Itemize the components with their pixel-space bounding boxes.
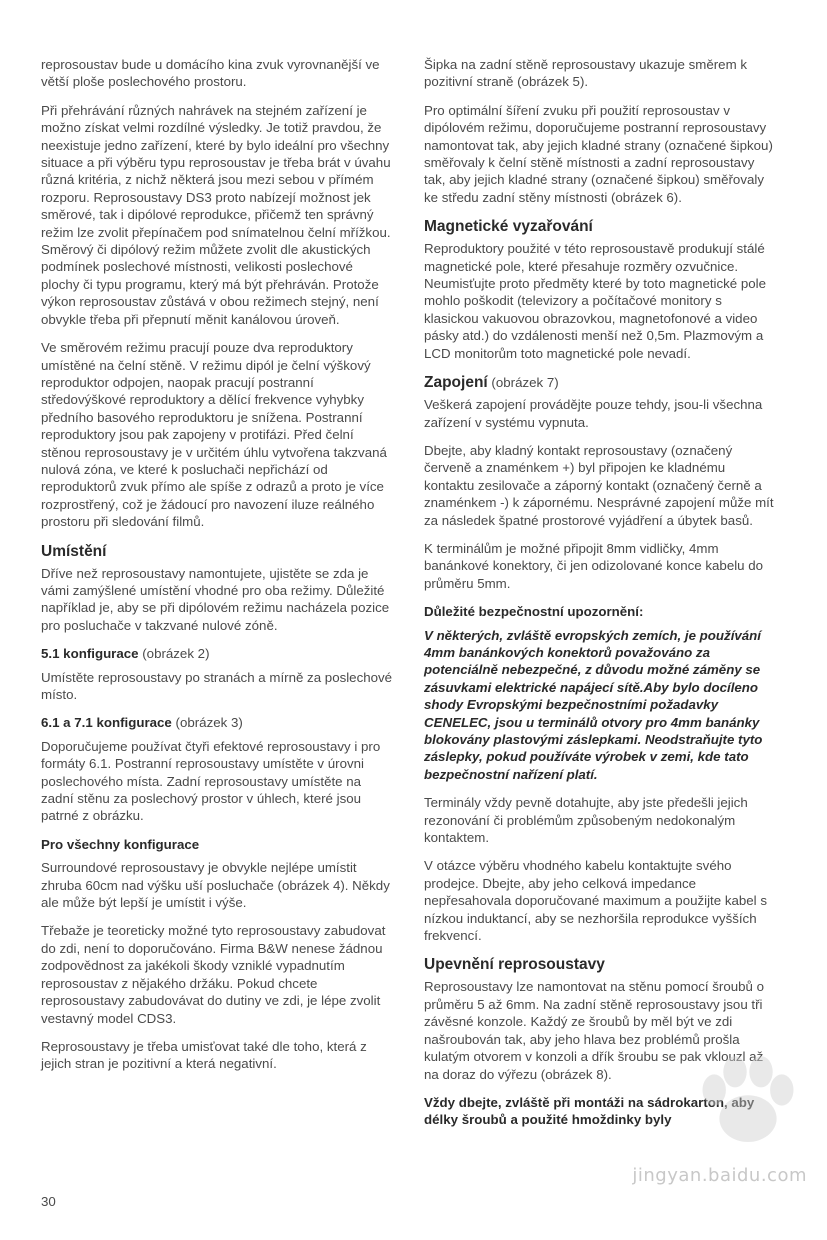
heading-umisteni: Umístění xyxy=(41,542,107,560)
paragraph: Reprosoustavy je třeba umisťovat také dle toho, která z jejich stran je pozitivní a která negativní. xyxy=(41,1038,367,1072)
paragraph: Veškerá zapojení provádějte pouze tehdy, jsou-li všechna zařízení v systému vypnuta. xyxy=(424,397,763,430)
watermark-text: jingyan.baidu.com xyxy=(632,1165,807,1186)
paragraph-bold: Vždy dbejte, zvláště při montáži na sádrokarton, aby délky šroubů a použité hmoždinky byly xyxy=(424,1094,755,1128)
heading-61-config xyxy=(41,714,393,731)
right-column xyxy=(424,56,776,1140)
paragraph: Reprosoustavy lze namontovat na stěnu pomocí šroubů o průměru 5 až 6mm. Na zadní stěně reprosoustavy jsou tři závěsné konzole. Každý ze šroubů by měl být ve zdi našroubován tak, aby jeho hlava bez problémů prošla kulatým otvorem v konzoli a dřík šroubu se pak vklouzl až na doraz do výřezu (obrázek 8). xyxy=(424,979,765,1082)
paragraph: Třebaže je teoreticky možné tyto reprosoustavy zabudovat do zdi, není to doporučováno. Firma B&W nenese žádnou zodpovědnost za jakékoli škody vzniklé vypadnutím reprosoustav z nějakého držáku. Pokud chcete reprosoustavy zabudovávat do dutiny ve zdi, je lépe zvolit vestavný model CDS3. xyxy=(41,923,386,1026)
page-number: 30 xyxy=(41,1194,56,1209)
heading-zapojeni-label: Zapojení xyxy=(424,374,488,392)
heading-51-label: 5.1 konfigurace xyxy=(41,646,139,662)
figure-ref: (obrázek 3) xyxy=(171,715,243,731)
heading-magnetic: Magnetické vyzařování xyxy=(424,218,593,236)
paragraph: Doporučujeme používat čtyři efektové reprosoustavy i pro formáty 6.1. Postranní reprosoustavy umístěte v úrovni poslechového místa. Zadní reprosoustavy umístěte na zadní stěnu za poslechový prostor v úhlech, které jsou patrné z obrázku. xyxy=(41,738,381,824)
left-column xyxy=(41,56,393,1084)
paragraph: Reproduktory použité v této reprosoustavě produkují stálé magnetické pole, které přesahuje rozměry ozvučnice. Neumisťujte proto předměty které by toto magnetické pole mohlo poškodit (televizory a počítačové monitory s klasickou vakuovou obrazovkou, magnetofonové a video pásky atd.) do vzdálenosti menší než 0,5m. Plazmovým a LCD monitorům toto magnetické pole nevadí. xyxy=(424,241,767,361)
figure-ref: (obrázek 2) xyxy=(138,646,210,662)
heading-all-configs: Pro všechny konfigurace xyxy=(41,836,200,852)
safety-warning-text: V některých, zvláště evropských zemích, je používání 4mm banánkových konektorů považováno za potenciálně nebezpečné, z důvodu možné záměny se zásuvkami elektrické napájecí sítě.Aby bylo docíleno shody Evropskými bezpečnostními požadavky CENELEC, jsou u terminálů otvory pro 4mm banánky blokovány plastovými záslepkami. Neodstraňujte tyto záslepky, pokud používáte výrobek v zemi, kde tato bezpečnostní nařízení platí. xyxy=(424,627,763,782)
paragraph: Terminály vždy pevně dotahujte, aby jste předešli jejich rezonování či problémům způsobeným nedokonalým kontaktem. xyxy=(424,795,748,846)
figure-ref: (obrázek 7) xyxy=(487,375,559,391)
paragraph: Dříve než reprosoustavy namontujete, ujistěte se zda je vámi zamýšlené umístění vhodné pro oba režimy. Důležité například je, aby se při dipólovém režimu nacházela pozice pro posluchače v takzvané nulové zóně. xyxy=(41,565,390,633)
paragraph: reprosoustav bude u domácího kina zvuk vyrovnanější ve větší ploše poslechového prostoru. xyxy=(41,57,380,90)
paragraph: Umístěte reprosoustavy po stranách a mírně za poslechové místo. xyxy=(41,669,393,702)
paw-watermark-icon xyxy=(683,1038,813,1168)
paragraph: Ve směrovém režimu pracují pouze dva reproduktory umístěné na čelní stěně. V režimu dipól je čelní výškový reproduktor odpojen, naopak pracují postranní středovýškové reproduktory a dělící frekvence vyhybky předního basového reproduktoru je snížena. Postranní reproduktory jsou pak zapojeny v protifázi. Před čelní stěnou reprosoustavy je v určitém úhlu vytvořena takzvaná nulová zóna, ve které k posluchači nepřichází od reproduktorů zvuk přímo ale spíše z odrazů a proto je více rozprostřený, což je žádoucí pro navození iluze reálného prostoru při sledování filmů. xyxy=(41,340,387,530)
heading-61-label: 6.1 a 7.1 konfigurace xyxy=(41,715,172,731)
paragraph: K terminálům je možné připojit 8mm vidličky, 4mm banánkové konektory, či jen odizolované konce kabelu do průměru 5mm. xyxy=(424,540,764,591)
heading-51-config xyxy=(41,645,393,662)
paragraph: Pro optimální šíření zvuku při použití reprosoustav v dipólovém režimu, doporučujeme postranní reprosoustavy namontovat tak, aby jejich kladné strany (označené šipkou) směřovaly k čelní stěně místnosti a zadní reprosoustavy tak, aby jejich kladné strany (označené šipkou) směřovaly ke středu zadní stěny místnosti (obrázek 6). xyxy=(424,102,773,205)
heading-zapojeni xyxy=(424,373,776,392)
paragraph: Při přehrávání různých nahrávek na stejném zařízení je možno získat velmi rozdílné výsledky. Je totiž pravdou, že neexistuje jedno zařízení, které by bylo ideální pro všechny situace a při výběru typu reprosoustav je třeba brát v úvahu různá kritéria, z nichž některá jsou mezi sebou v přímém rozporu. Reprosoustavy DS3 proto nabízejí možnost jek směrové, tak i dipólové reprodukce, přičemž ten správný režim lze zvolit přepínačem pod snímatelnou čelní mřížkou. Směrový či dipólový režim můžete zvolit dle akustických podmínek poslechové místnosti, velikosti poslechové plochy či typu programu, který má být přehráván. Protože výkon reprosoustav zůstává v obou režimech stejný, není obvykle třeba při přepnutí měnit kanálovou úroveň. xyxy=(41,102,391,327)
paragraph: V otázce výběru vhodného kabelu kontaktujte svého prodejce. Dbejte, aby jeho celková impedance nepřesahovala doporučované maximum a použijte kabel s nízkou induktancí, aby se nezhoršila reprodukce vyšších frekvencí. xyxy=(424,858,767,944)
paragraph: Šipka na zadní stěně reprosoustavy ukazuje směrem k pozitivní straně (obrázek 5). xyxy=(424,57,747,90)
paragraph: Surroundové reprosoustavy je obvykle nejlépe umístit zhruba 60cm nad výšku uší posluchače (obrázek 4). Někdy ale může být lepší je umístit i výše. xyxy=(41,860,390,911)
heading-safety-warning: Důležité bezpečnostní upozornění: xyxy=(424,604,644,620)
paragraph: Dbejte, aby kladný kontakt reprosoustavy (označený červeně a znaménkem +) byl připojen ke kladnému kontaktu zesilovače a záporný kontakt (označený černě a znaménkem -) k zápornému. Nesprávné zapojení může mít za následek špatné prostorové vyjádření a úbytek basů. xyxy=(424,442,774,528)
heading-mounting: Upevnění reprosoustavy xyxy=(424,956,605,974)
